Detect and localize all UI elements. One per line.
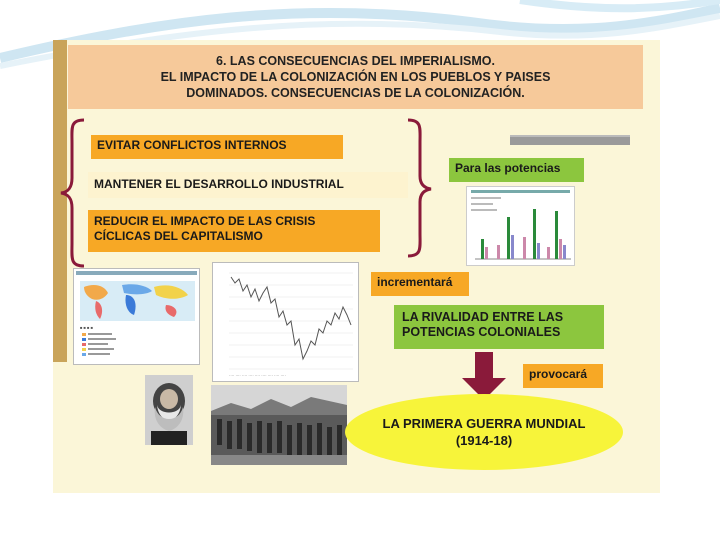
gray-bar bbox=[510, 135, 630, 145]
guerra-dates: (1914-18) bbox=[455, 433, 513, 448]
crisis-line-chart-image bbox=[212, 262, 359, 382]
motive-label: REDUCIR EL IMPACTO DE LAS CRISIS bbox=[94, 214, 316, 228]
para-potencias-text: Para las potencias bbox=[455, 161, 561, 175]
motive-label: MANTENER EL DESARROLLO INDUSTRIAL bbox=[94, 177, 344, 191]
rivalidad-line-2: POTENCIAS COLONIALES bbox=[402, 325, 561, 339]
motive-desarrollo-industrial bbox=[88, 172, 408, 198]
svg-text:···· ···· ···· ···· ···· ····: ···· ···· ···· ···· ···· ···· ···· ···· ···· bbox=[229, 373, 286, 378]
guerra-title: LA PRIMERA GUERRA MUNDIAL bbox=[382, 416, 586, 431]
provocara-text: provocará bbox=[529, 367, 588, 381]
colonial-map-image bbox=[73, 268, 200, 365]
motive-label: EVITAR CONFLICTOS INTERNOS bbox=[97, 138, 287, 152]
svg-text:■ ■ ■ ■: ■ ■ ■ ■ bbox=[80, 325, 93, 330]
title-line-1: 6. LAS CONSECUENCIAS DEL IMPERIALISMO. bbox=[216, 54, 495, 68]
page-title bbox=[68, 45, 643, 109]
motive-reducir-crisis bbox=[88, 210, 380, 252]
left-brace bbox=[58, 118, 88, 268]
motive-evitar-conflictos bbox=[91, 135, 343, 159]
soldiers-marching-photo bbox=[211, 385, 347, 465]
title-line-2: EL IMPACTO DE LA COLONIZACIÓN EN LOS PUEBLOS Y PAISES bbox=[160, 70, 551, 84]
para-potencias-label bbox=[449, 158, 584, 182]
incrementara-label bbox=[371, 272, 469, 296]
incrementara-text: incrementará bbox=[377, 275, 453, 289]
karl-marx-portrait bbox=[145, 375, 193, 445]
bar-chart-thumbnail bbox=[466, 186, 575, 266]
rivalidad-line-1: LA RIVALIDAD ENTRE LAS bbox=[402, 310, 564, 324]
motive-label: CÍCLICAS DEL CAPITALISMO bbox=[94, 229, 263, 243]
right-brace bbox=[404, 118, 434, 258]
title-line-3: DOMINADOS. CONSECUENCIAS DE LA COLONIZACIÓN. bbox=[186, 86, 525, 100]
rivalidad-box bbox=[394, 305, 604, 349]
provocara-label bbox=[523, 364, 603, 388]
primera-guerra-mundial-ellipse bbox=[345, 394, 623, 470]
